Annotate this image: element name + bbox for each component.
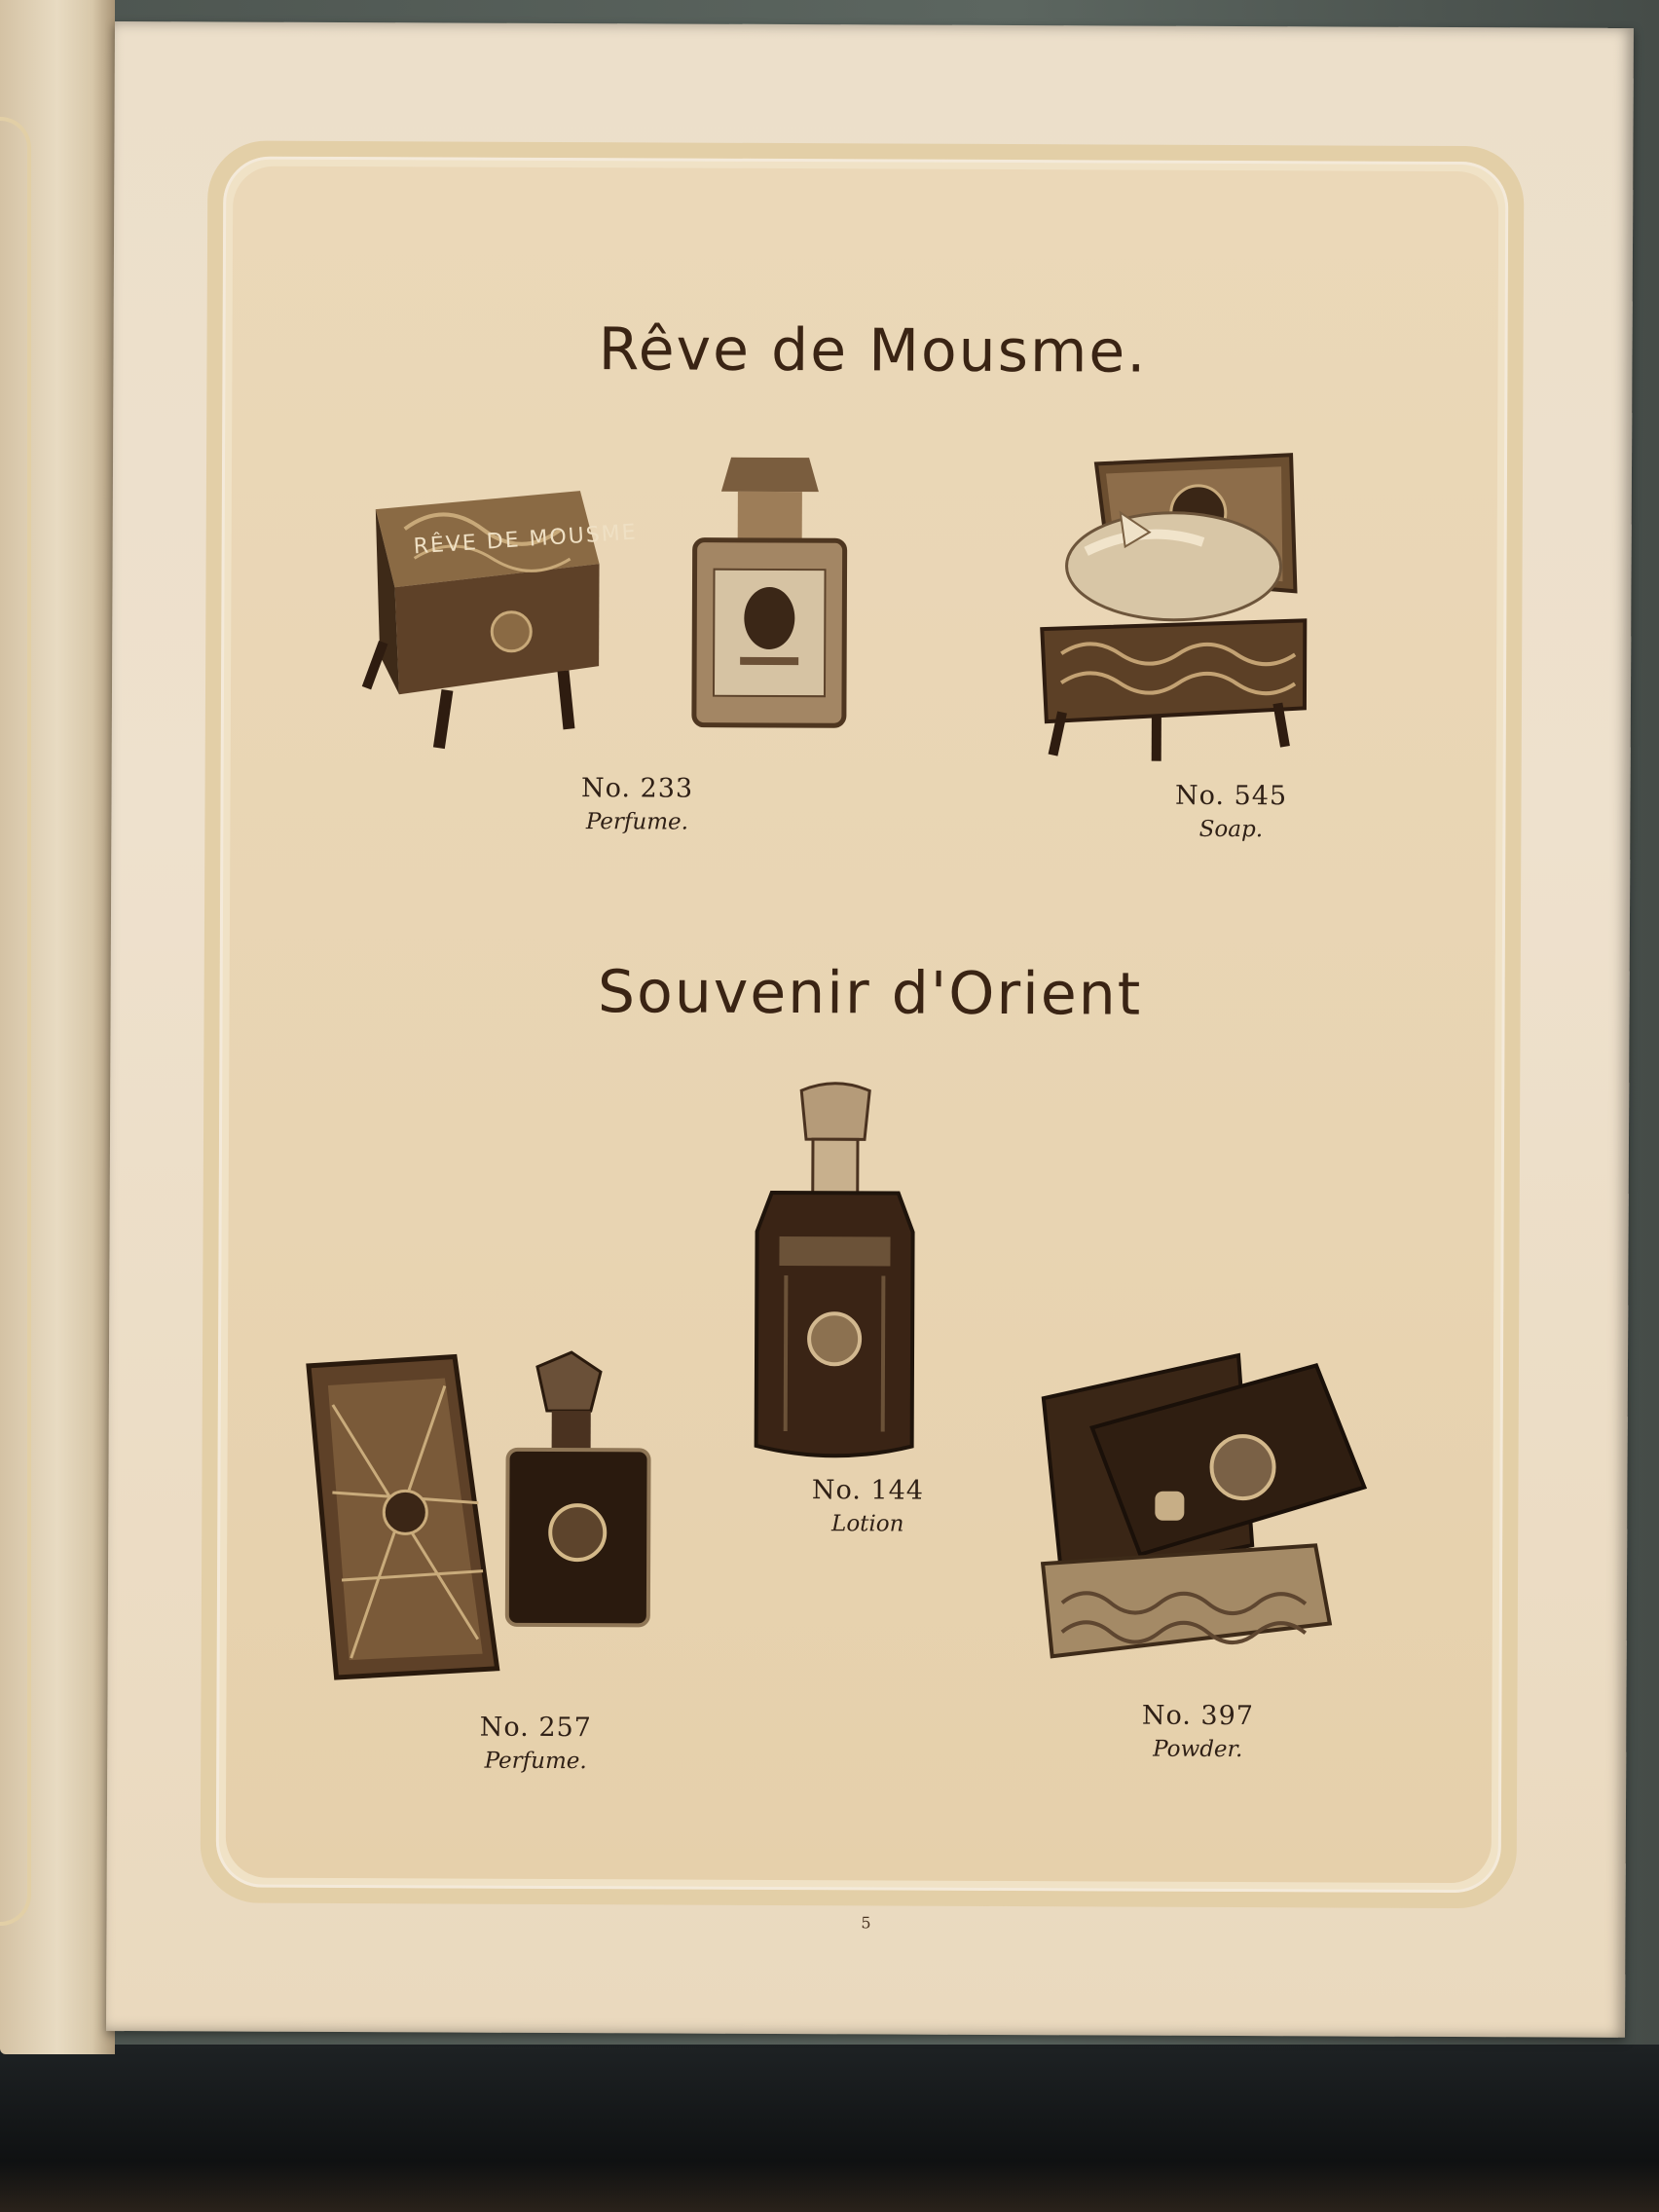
page-number: 5 — [861, 1913, 871, 1933]
perfume-box-233-illustration — [365, 451, 697, 783]
perfume-set-257-illustration — [302, 1346, 693, 1718]
product-caption-257: No. 257 Perfume. — [479, 1712, 592, 1775]
box-lettering: RÊVE DE MOUSME — [413, 520, 639, 560]
left-page-frame — [0, 117, 31, 1926]
catalog-page — [106, 21, 1634, 2038]
left-facing-page — [0, 0, 115, 2054]
product-caption-144: No. 144 Lotion — [811, 1475, 925, 1537]
perfume-bottle-233-illustration — [686, 453, 853, 736]
soap-chest-545-illustration — [1027, 434, 1320, 766]
product-caption-397: No. 397 Powder. — [1141, 1700, 1255, 1763]
lotion-bottle-144-illustration — [752, 1081, 919, 1471]
product-caption-545: No. 545 Soap. — [1174, 780, 1288, 843]
powder-box-397-illustration — [1033, 1349, 1385, 1692]
product-caption-233: No. 233 Perfume. — [580, 773, 694, 835]
section-title-souvenir-d-orient: Souvenir d'Orient — [597, 958, 1143, 1029]
section-title-reve-de-mousme: Rêve de Mousme. — [598, 315, 1148, 387]
table-surface — [0, 2045, 1659, 2212]
